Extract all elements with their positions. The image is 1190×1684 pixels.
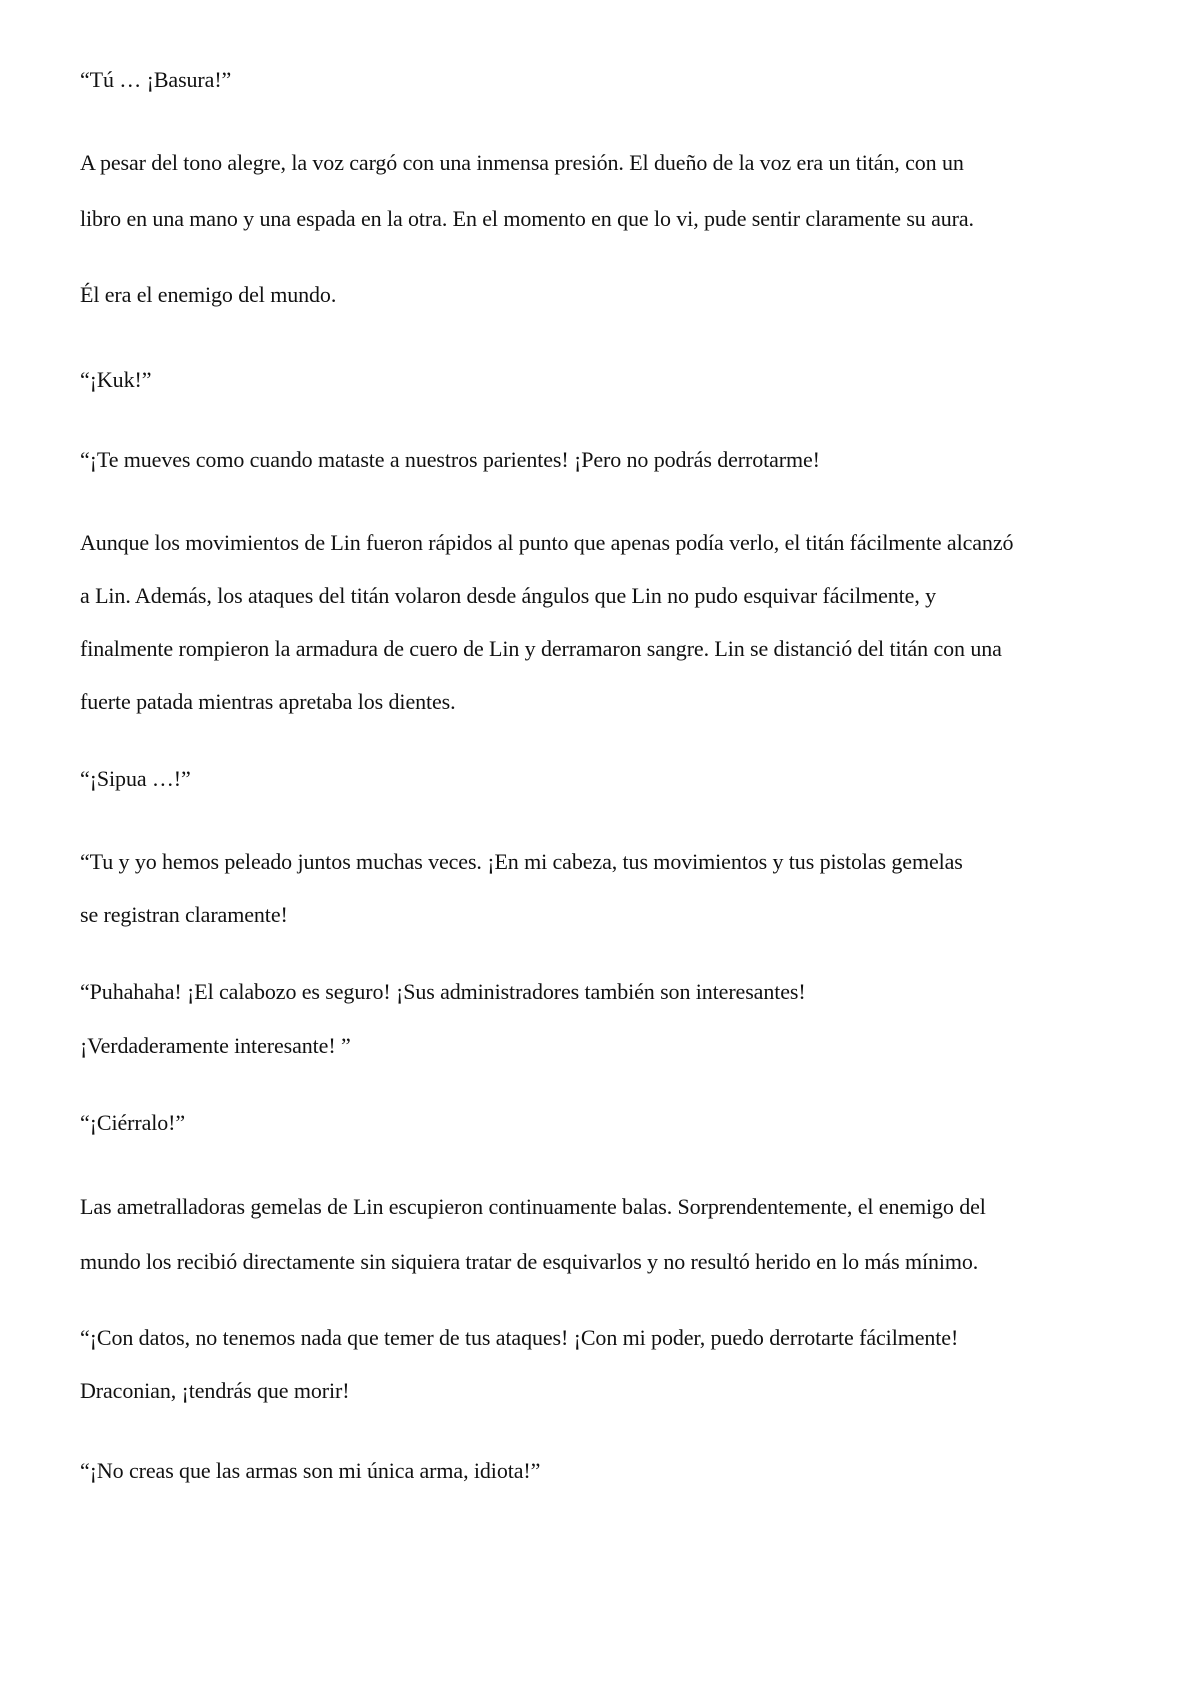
text-line-16: “¡Ciérralo!”	[80, 1110, 186, 1135]
text-line-5: “¡Kuk!”	[80, 367, 152, 392]
text-line-12: “Tu y yo hemos peleado juntos muchas veces. ¡En mi cabeza, tus movimientos y tus pistolas gemelas	[80, 849, 963, 874]
text-line-14: “Puhahaha! ¡El calabozo es seguro! ¡Sus administradores también son interesantes!	[80, 979, 806, 1004]
text-line-6: “¡Te mueves como cuando mataste a nuestros parientes! ¡Pero no podrás derrotarme!	[80, 447, 820, 472]
text-line-19: “¡Con datos, no tenemos nada que temer de tus ataques! ¡Con mi poder, puedo derrotarte fácilmente!	[80, 1325, 959, 1350]
text-line-1: “Tú … ¡Basura!”	[80, 67, 232, 92]
text-line-21: “¡No creas que las armas son mi única arma, idiota!”	[80, 1458, 541, 1483]
text-line-11: “¡Sipua …!”	[80, 766, 191, 791]
text-line-13: se registran claramente!	[80, 902, 288, 927]
text-line-3: libro en una mano y una espada en la otra. En el momento en que lo vi, pude sentir claramente su aura.	[80, 206, 974, 231]
text-line-2: A pesar del tono alegre, la voz cargó con una inmensa presión. El dueño de la voz era un titán, con un	[80, 150, 964, 175]
text-line-18: mundo los recibió directamente sin siquiera tratar de esquivarlos y no resultó herido en lo más mínimo.	[80, 1249, 979, 1274]
text-line-15: ¡Verdaderamente interesante! ”	[80, 1033, 351, 1058]
text-line-7: Aunque los movimientos de Lin fueron rápidos al punto que apenas podía verlo, el titán fácilmente alcanzó	[80, 530, 1014, 555]
text-line-10: fuerte patada mientras apretaba los dientes.	[80, 689, 456, 714]
text-line-20: Draconian, ¡tendrás que morir!	[80, 1378, 350, 1403]
text-line-17: Las ametralladoras gemelas de Lin escupieron continuamente balas. Sorprendentemente, el enemigo del	[80, 1194, 986, 1219]
text-line-4: Él era el enemigo del mundo.	[80, 282, 337, 307]
text-line-8: a Lin. Además, los ataques del titán volaron desde ángulos que Lin no pudo esquivar fácilmente, y	[80, 583, 937, 608]
text-line-9: finalmente rompieron la armadura de cuero de Lin y derramaron sangre. Lin se distanció del titán con una	[80, 636, 1002, 661]
